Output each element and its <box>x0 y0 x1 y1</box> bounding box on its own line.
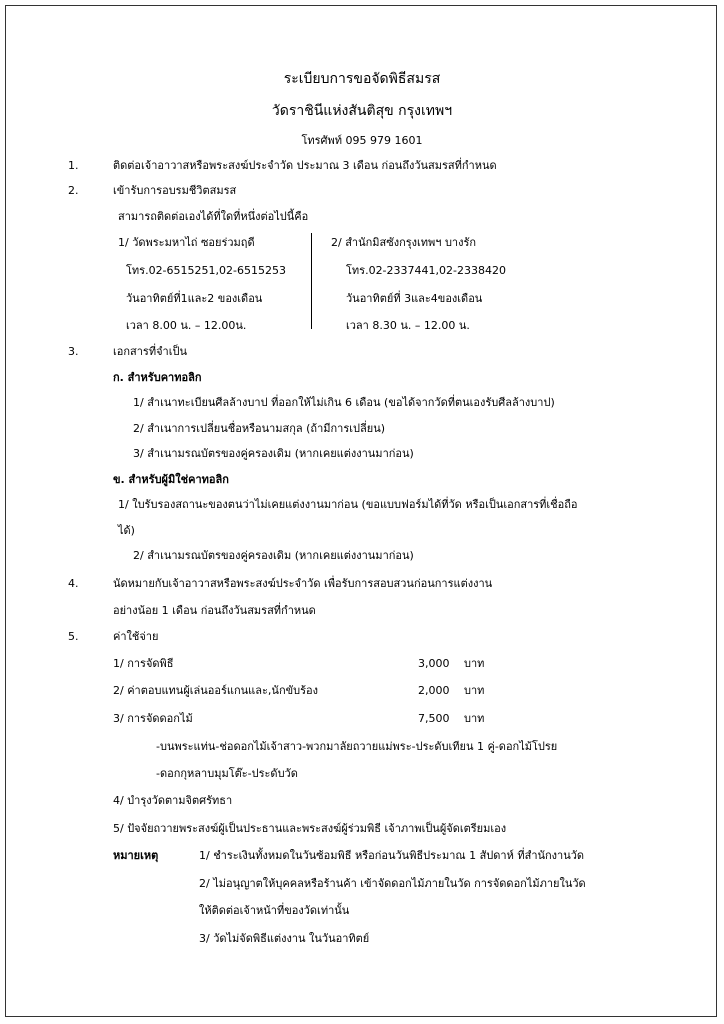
item4-text-cont: อย่างน้อย 1 เดือน ก่อนถึงวันสมรสที่กำหนด <box>113 604 316 617</box>
fee-label: 3/ การจัดดอกไม้ <box>113 712 193 725</box>
flower-detail-2: -ดอกกุหลาบมุมโต๊ะ-ประดับวัด <box>156 767 298 780</box>
fee-amount: 7,500 <box>418 712 450 725</box>
fee-unit: บาท <box>464 684 485 697</box>
item2-sub: สามารถติดต่อเองได้ที่ใดที่หนึ่งต่อไปนี้คือ <box>118 210 309 223</box>
venue-left-name: 1/ วัดพระมหาไถ่ ซอยร่วมฤดี <box>118 236 255 249</box>
church-name: วัดราชินีแห่งสันติสุข กรุงเทพฯ <box>271 103 453 119</box>
item-number: 5. <box>68 630 79 643</box>
item4-text: นัดหมายกับเจ้าอาวาสหรือพระสงฆ์ประจำวัด เพื่อรับการสอบสวนก่อนการแต่งงาน <box>113 577 493 590</box>
venue-left-tel: โทร.02-6515251,02-6515253 <box>126 264 286 277</box>
item-number: 3. <box>68 345 79 358</box>
column-divider <box>311 233 312 329</box>
non-catholic-doc-1-cont: ได้) <box>118 524 135 537</box>
fee-unit: บาท <box>464 712 485 725</box>
fee-amount: 2,000 <box>418 684 450 697</box>
non-catholic-doc-1: 1/ ใบรับรองสถานะของตนว่าไม่เคยแต่งงานมาก่อน (ขอแบบฟอร์มได้ที่วัด หรือเป็นเอกสารที่เชื่อถือ <box>118 498 578 511</box>
non-catholic-doc-2: 2/ สำเนามรณบัตรของคู่ครองเดิม (หากเคยแต่งงานมาก่อน) <box>133 549 414 562</box>
catholic-doc-2: 2/ สำเนาการเปลี่ยนชื่อหรือนามสกุล (ถ้ามีการเปลี่ยน) <box>133 422 386 435</box>
flower-detail-1: -บนพระแท่น-ช่อดอกไม้เจ้าสาว-พวกมาลัยถวายแม่พระ-ประดับเทียน 1 คู่-ดอกไม้โปรย <box>156 740 558 753</box>
fee-label: 1/ การจัดพิธี <box>113 657 174 670</box>
note-2: 2/ ไม่อนุญาตให้บุคคลหรือร้านค้า เข้าจัดดอกไม้ภายในวัด การจัดดอกไม้ภายในวัด <box>199 877 586 890</box>
item-number: 2. <box>68 184 79 197</box>
catholic-heading: ก. สำหรับคาทอลิก <box>113 371 202 384</box>
venue-right-time: เวลา 8.30 น. – 12.00 น. <box>346 319 470 332</box>
venue-right-tel: โทร.02-2337441,02-2338420 <box>346 264 506 277</box>
item-number: 4. <box>68 577 79 590</box>
note-2-cont: ให้ติดต่อเจ้าหน้าที่ของวัดเท่านั้น <box>199 904 350 917</box>
fee-donation: 4/ บำรุงวัดตามจิตศรัทธา <box>113 794 233 807</box>
item3-text: เอกสารที่จำเป็น <box>113 345 187 358</box>
fee-priest-offering: 5/ ปัจจัยถวายพระสงฆ์ผู้เป็นประธานและพระสงฆ์ผู้ร่วมพิธี เจ้าภาพเป็นผู้จัดเตรียมเอง <box>113 822 507 835</box>
phone-number: โทรศัพท์ 095 979 1601 <box>301 134 423 147</box>
fee-amount: 3,000 <box>418 657 450 670</box>
catholic-doc-3: 3/ สำเนามรณบัตรของคู่ครองเดิม (หากเคยแต่งงานมาก่อน) <box>133 447 414 460</box>
item2-text: เข้ารับการอบรมชีวิตสมรส <box>113 184 237 197</box>
item-number: 1. <box>68 159 79 172</box>
venue-left-day: วันอาทิตย์ที่1และ2 ของเดือน <box>126 292 263 305</box>
fee-unit: บาท <box>464 657 485 670</box>
fee-label: 2/ ค่าตอบแทนผู้เล่นออร์แกนและ,นักขับร้อง <box>113 684 318 697</box>
item1-text: ติดต่อเจ้าอาวาสหรือพระสงฆ์ประจำวัด ประมาณ 3 เดือน ก่อนถึงวันสมรสที่กำหนด <box>113 159 497 172</box>
note-3: 3/ วัดไม่จัดพิธีแต่งงาน ในวันอาทิตย์ <box>199 932 370 945</box>
catholic-doc-1: 1/ สำเนาทะเบียนศีลล้างบาป ที่ออกให้ไม่เกิน 6 เดือน (ขอได้จากวัดที่ตนเองรับศีลล้างบาป) <box>133 396 555 409</box>
non-catholic-heading: ข. สำหรับผู้มิใช่คาทอลิก <box>113 473 229 486</box>
venue-right-name: 2/ สำนักมิสซังกรุงเทพฯ บางรัก <box>331 236 477 249</box>
item5-text: ค่าใช้จ่าย <box>113 630 159 643</box>
document-title: ระเบียบการขอจัดพิธีสมรส <box>283 71 441 87</box>
notes-label: หมายเหตุ <box>113 849 159 862</box>
note-1: 1/ ชำระเงินทั้งหมดในวันซ้อมพิธี หรือก่อนวันพิธีประมาณ 1 สัปดาห์ ที่สำนักงานวัด <box>199 849 585 862</box>
venue-left-time: เวลา 8.00 น. – 12.00น. <box>126 319 247 332</box>
venue-right-day: วันอาทิตย์ที่ 3และ4ของเดือน <box>346 292 483 305</box>
